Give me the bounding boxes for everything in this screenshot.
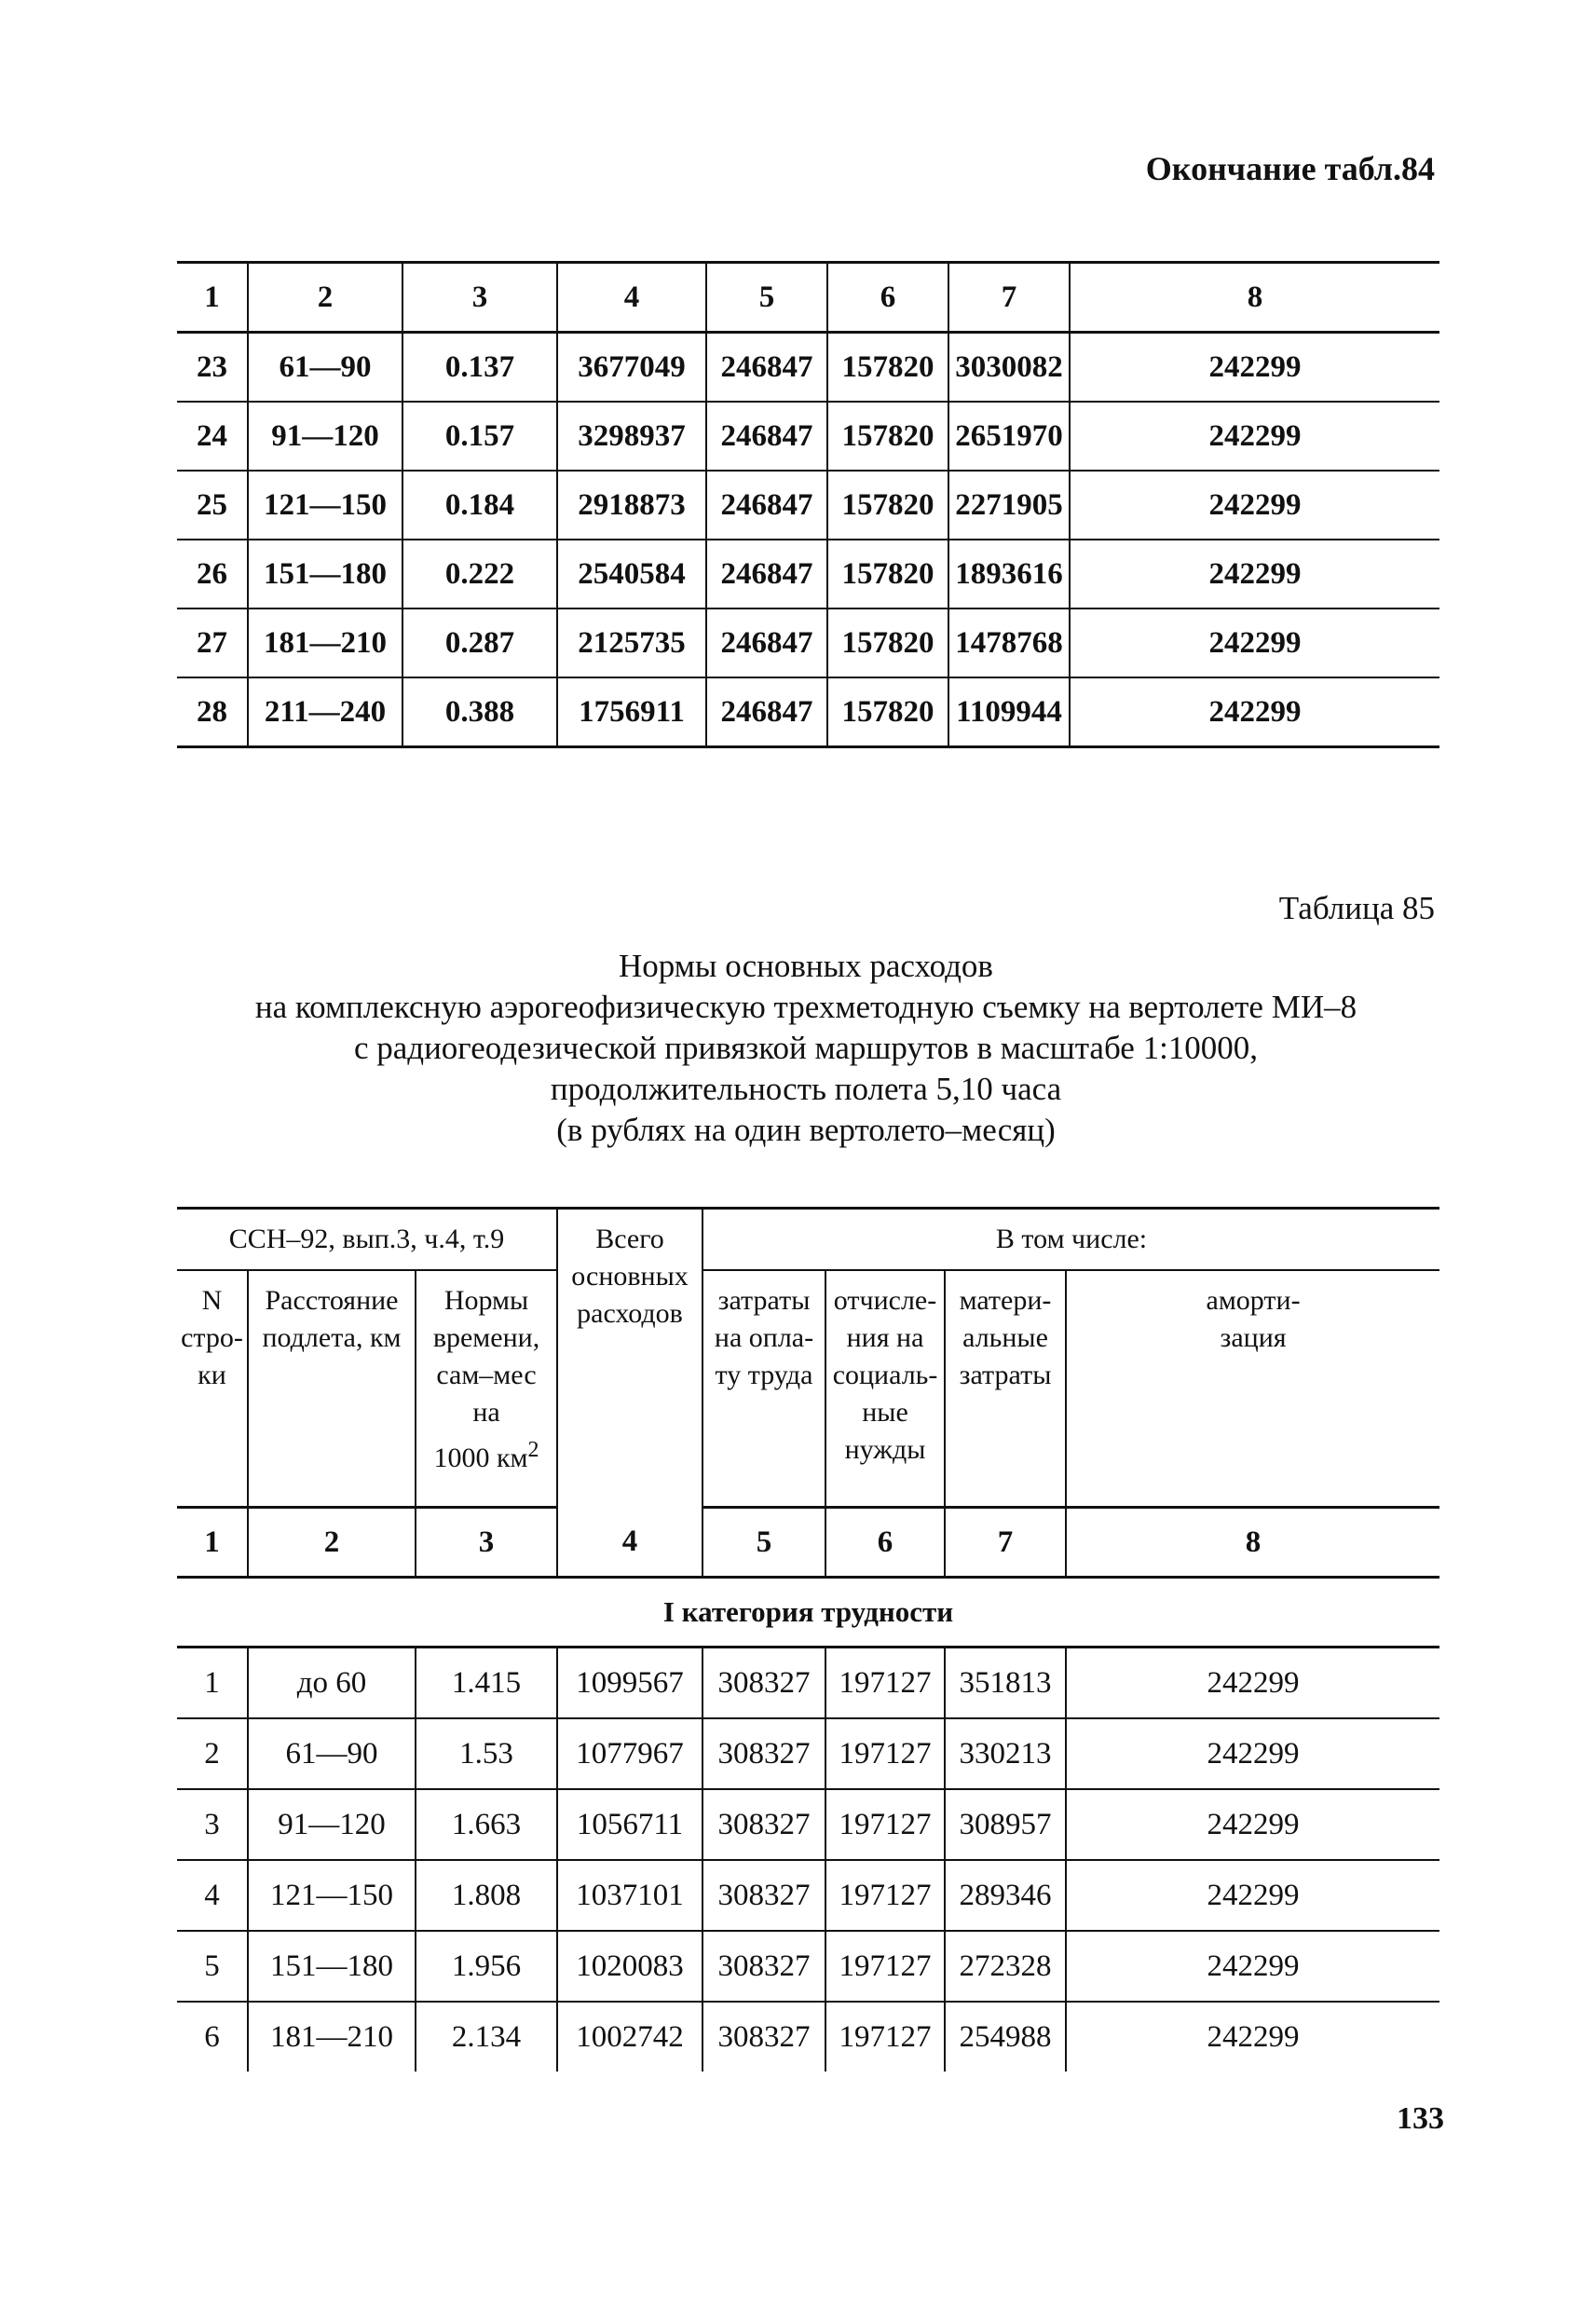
table-cell: 197127 [825, 1648, 945, 1719]
table-cell: 242299 [1070, 402, 1439, 471]
header-total-expenses [557, 1209, 703, 1508]
header-unit: 1000 км [433, 1443, 528, 1473]
table-cell: 157820 [827, 609, 948, 677]
table-cell: 246847 [706, 677, 827, 747]
title-line: (в рублях на один вертолето–месяц) [556, 1112, 1056, 1148]
table-row [177, 1789, 1439, 1860]
table-cell: 27 [177, 609, 248, 677]
header-text: Расстояние [265, 1285, 399, 1316]
header-text: ки [198, 1360, 226, 1390]
column-number-cell: 1 [177, 263, 248, 333]
table-cell: 3677049 [557, 333, 706, 403]
table-row [177, 1648, 1439, 1719]
table-cell: 246847 [706, 333, 827, 403]
table-cell: 330213 [945, 1718, 1066, 1789]
header-distance [248, 1270, 416, 1508]
table-cell: 197127 [825, 1860, 945, 1931]
table-cell: 3298937 [557, 402, 706, 471]
table-cell: 0.388 [402, 677, 557, 747]
column-number-cell: 5 [703, 1508, 825, 1578]
table-cell: 2.134 [416, 2002, 557, 2072]
header-text: матери- [959, 1285, 1052, 1316]
header-text: времени, [432, 1322, 540, 1353]
column-number-cell: 1 [177, 1508, 248, 1578]
table-cell: 157820 [827, 677, 948, 747]
column-number-cell: 6 [827, 263, 948, 333]
column-number-cell: 7 [945, 1508, 1066, 1578]
table-cell: 246847 [706, 471, 827, 540]
table-cell: 91—120 [248, 402, 402, 471]
table-cell: 242299 [1066, 2002, 1439, 2072]
table-cell: 1893616 [948, 540, 1070, 609]
title-line: с радиогеодезической привязкой маршрутов в масштабе 1:10000, [353, 1030, 1259, 1066]
column-number-cell: 4 [557, 1508, 703, 1578]
header-text: подлета, км [262, 1322, 402, 1353]
table-cell: 1478768 [948, 609, 1070, 677]
header-text: Нормы [443, 1285, 529, 1316]
table-row [177, 1860, 1439, 1931]
column-number-cell: 6 [825, 1508, 945, 1578]
table-cell: 197127 [825, 2002, 945, 2072]
header-text: затраты [717, 1285, 811, 1316]
header-text: ния на [846, 1322, 924, 1353]
table-85 [177, 1207, 1439, 2072]
header-text: затраты [959, 1360, 1052, 1390]
table-cell: 308327 [703, 1860, 825, 1931]
table-cell: 1.53 [416, 1718, 557, 1789]
table-row [177, 471, 1439, 540]
table-cell: 0.287 [402, 609, 557, 677]
column-number-cell: 7 [948, 263, 1070, 333]
header-text: стро- [181, 1322, 243, 1353]
table-cell: 197127 [825, 1789, 945, 1860]
table-cell: 0.222 [402, 540, 557, 609]
header-text: ту труда [715, 1360, 813, 1390]
table-cell: 121—150 [248, 1860, 416, 1931]
header-material-costs [945, 1270, 1066, 1508]
header-text: на опла- [714, 1322, 814, 1353]
table-cell: 2651970 [948, 402, 1070, 471]
header-including-group: В том числе: [703, 1209, 1439, 1271]
table-cell: 242299 [1070, 609, 1439, 677]
table-cell: 272328 [945, 1931, 1066, 2002]
table-cell: 157820 [827, 333, 948, 403]
table-cell: 1 [177, 1648, 248, 1719]
table-cell: 1109944 [948, 677, 1070, 747]
table-cell: 1.956 [416, 1931, 557, 2002]
table-cell: 351813 [945, 1648, 1066, 1719]
table-cell: 1.663 [416, 1789, 557, 1860]
table-cell: 28 [197, 694, 227, 729]
header-text: ные [862, 1397, 908, 1428]
table-cell: 242299 [1066, 1931, 1439, 2002]
header-text: альные [962, 1322, 1048, 1353]
title-line: Нормы основных расходов [619, 948, 993, 984]
table-cell: 1056711 [557, 1789, 703, 1860]
header-text: Всего [595, 1224, 664, 1254]
table-header-row [177, 263, 1439, 333]
column-number-cell: 2 [248, 263, 402, 333]
table-cell: 5 [177, 1931, 248, 2002]
table-row [177, 333, 1439, 403]
table-cell: 2540584 [557, 540, 706, 609]
header-ssn-group: ССН–92, вып.3, ч.4, т.9 [177, 1209, 557, 1271]
table-cell: 23 [177, 333, 248, 403]
header-superscript: 2 [527, 1438, 539, 1462]
table-cell: 308327 [703, 1718, 825, 1789]
table-row [177, 677, 1439, 747]
header-labor-costs [703, 1270, 825, 1508]
table-cell: 6 [204, 2020, 220, 2054]
table-85-label: Таблица 85 [1278, 890, 1435, 926]
header-text [420, 1431, 552, 1477]
table-cell: 2918873 [557, 471, 706, 540]
table-cell: 157820 [827, 402, 948, 471]
header-text: расходов [577, 1298, 683, 1329]
table-cell: 1.415 [416, 1648, 557, 1719]
table-cell: 242299 [1070, 677, 1439, 747]
table-cell: 308327 [703, 1789, 825, 1860]
table-cell: 242299 [1066, 1860, 1439, 1931]
category-label: I категория трудности [177, 1578, 1439, 1648]
table-cell: 2 [177, 1718, 248, 1789]
table-cell: 1756911 [557, 677, 706, 747]
table-row [177, 402, 1439, 471]
table-cell: 242299 [1066, 1648, 1439, 1719]
table-cell: 308957 [945, 1789, 1066, 1860]
table-cell: 2125735 [557, 609, 706, 677]
column-number-cell: 3 [416, 1508, 557, 1578]
table-cell: до 60 [248, 1648, 416, 1719]
table-cell: 26 [177, 540, 248, 609]
header-text: аморти- [1206, 1285, 1301, 1316]
table-cell: 24 [177, 402, 248, 471]
table-cell: 242299 [1070, 333, 1439, 403]
header-text: нужды [844, 1434, 926, 1465]
table-cell: 242299 [1066, 1718, 1439, 1789]
table-cell: 61—90 [248, 333, 402, 403]
table-cell: 246847 [706, 402, 827, 471]
page-number: 133 [1397, 2101, 1444, 2136]
table-cell: 211—240 [248, 677, 402, 747]
table-cell: 246847 [706, 609, 827, 677]
table-cell: 3 [177, 1789, 248, 1860]
table-cell: 61—90 [248, 1718, 416, 1789]
header-text: зация [1220, 1322, 1287, 1353]
column-number-cell: 8 [1066, 1508, 1439, 1578]
header-text: социаль- [832, 1360, 938, 1390]
table-cell: 308327 [703, 1648, 825, 1719]
table-cell: 157820 [827, 471, 948, 540]
table-cell: 151—180 [248, 1931, 416, 2002]
header-text: основных [571, 1261, 689, 1292]
table-row [177, 540, 1439, 609]
table-85-title [130, 946, 1481, 1151]
table-cell: 25 [177, 471, 248, 540]
header-depreciation [1066, 1270, 1439, 1508]
table-cell: 3030082 [948, 333, 1070, 403]
table-cell: 242299 [1070, 471, 1439, 540]
continuation-title: Окончание табл.84 [1145, 150, 1435, 187]
table-cell: 4 [177, 1860, 248, 1931]
table-cell: 246847 [706, 540, 827, 609]
header-text: сам–мес [436, 1360, 537, 1390]
table-cell: 308327 [703, 2002, 825, 2072]
table-cell: 197127 [825, 1931, 945, 2002]
table-row [177, 2002, 1439, 2072]
column-number-cell: 8 [1070, 263, 1439, 333]
table-cell: 121—150 [248, 471, 402, 540]
header-social-deductions [825, 1270, 945, 1508]
table-cell: 157820 [827, 540, 948, 609]
table-row [177, 609, 1439, 677]
table-cell: 0.157 [402, 402, 557, 471]
table-cell: 151—180 [248, 540, 402, 609]
title-line: на комплексную аэрогеофизическую трехметодную съемку на вертолете МИ–8 [254, 989, 1357, 1025]
table-cell: 181—210 [248, 609, 402, 677]
table-cell: 1099567 [557, 1648, 703, 1719]
table-cell: 1077967 [557, 1718, 703, 1789]
table-cell: 308327 [703, 1931, 825, 2002]
table-row [177, 1931, 1439, 2002]
table-cell: 2271905 [948, 471, 1070, 540]
table-cell: 242299 [1070, 540, 1439, 609]
table-cell: 1.808 [416, 1860, 557, 1931]
column-number-cell: 2 [248, 1508, 416, 1578]
table-cell: 242299 [1066, 1789, 1439, 1860]
table-cell: 197127 [825, 1718, 945, 1789]
header-time-norms [416, 1270, 557, 1508]
title-line: продолжительность полета 5,10 часа [550, 1071, 1062, 1107]
table-cell: 91—120 [248, 1789, 416, 1860]
table-cell: 254988 [945, 2002, 1066, 2072]
table-cell: 0.137 [402, 333, 557, 403]
header-text: N [201, 1285, 223, 1316]
table-84-continuation [177, 261, 1439, 748]
table-row [177, 1718, 1439, 1789]
table-cell: 0.184 [402, 471, 557, 540]
table-cell: 1002742 [557, 2002, 703, 2072]
column-number-cell: 4 [557, 263, 706, 333]
table-cell: 1020083 [557, 1931, 703, 2002]
table-cell: 289346 [945, 1860, 1066, 1931]
header-row-number [177, 1270, 248, 1508]
column-numbers-row [177, 1508, 1439, 1578]
column-number-cell: 5 [706, 263, 827, 333]
column-number-cell: 3 [402, 263, 557, 333]
header-text: на [472, 1397, 500, 1428]
table-cell: 1037101 [557, 1860, 703, 1931]
table-cell: 181—210 [248, 2002, 416, 2072]
header-text: отчисле- [833, 1285, 937, 1316]
